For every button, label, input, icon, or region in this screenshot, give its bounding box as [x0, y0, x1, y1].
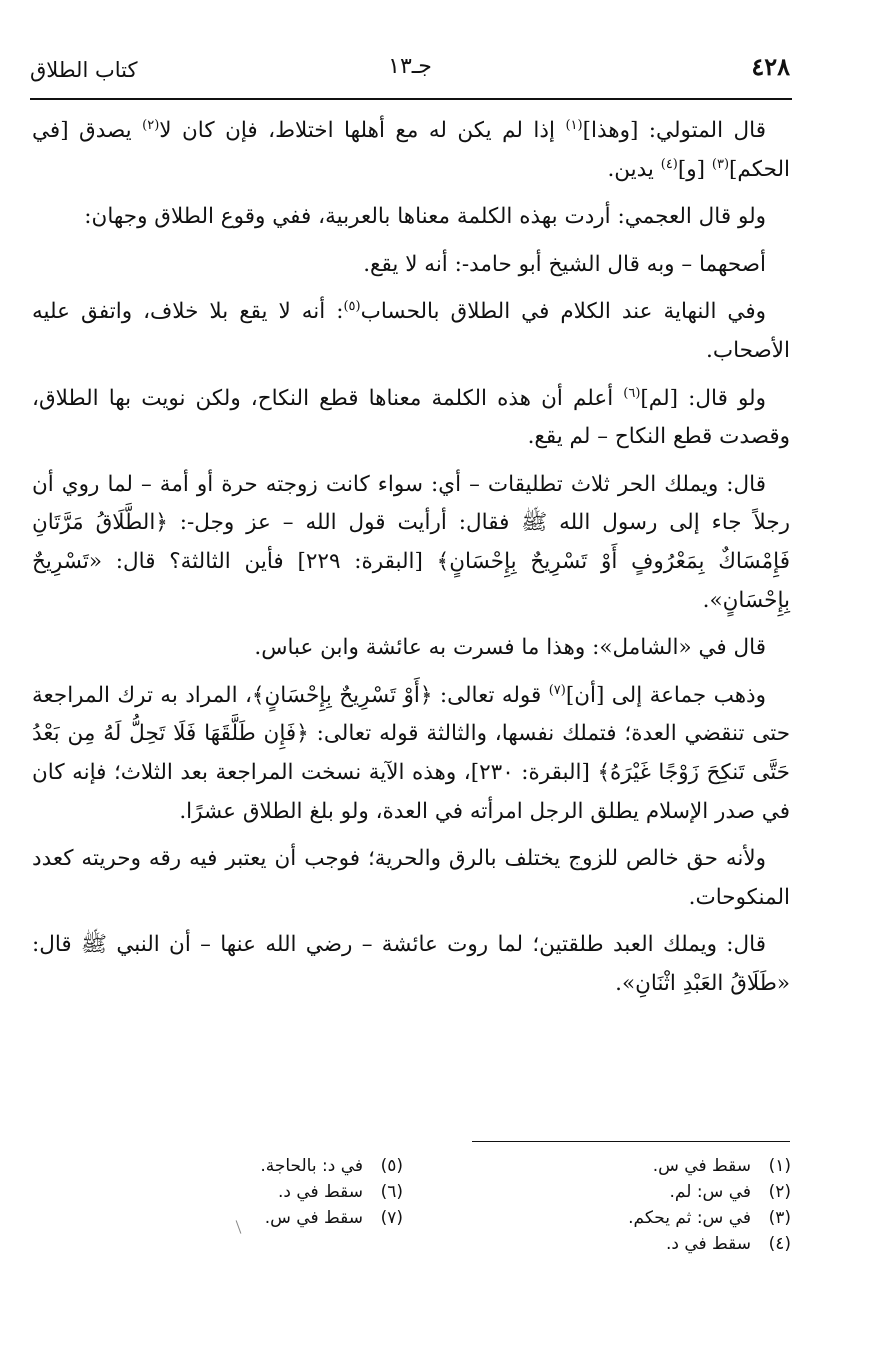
- paragraph-10: قال: ويملك العبد طلقتين؛ لما روت عائشة – رضي الله عنها – أن النبي ﷺ قال: «طَلَاقُ العَبْدِ اثْنَانِ».: [32, 932, 790, 996]
- text-run: قوله تعالى:: [432, 682, 549, 708]
- paragraph-2: ولو قال العجمي: أردت بهذه الكلمة معناها بالعربية، ففي وقوع الطلاق وجهان:: [84, 204, 766, 230]
- footnote-text: في س: ثم يحكم.: [628, 1208, 751, 1228]
- footnote-item: [541, 1153, 791, 1179]
- paragraph-5: [32, 380, 790, 457]
- footnote-item: [541, 1231, 791, 1257]
- page-header: [30, 52, 790, 92]
- footnote-text: سقط في د.: [665, 1234, 751, 1254]
- text-run: [البقرة: ٢٢٩] فأين الثالثة؟ قال: «تَسْرِيحٌ بِإِحْسَانٍ».: [32, 548, 790, 613]
- footnote-ref: (٥): [343, 299, 361, 315]
- footnote-ref: (٤): [660, 156, 678, 172]
- quran-verse: ﴿الطَّلَاقُ مَرَّتَانِ فَإِمْسَاكٌ بِمَعْرُوفٍ أَوْ تَسْرِيحٌ بِإِحْسَانٍ﴾: [32, 510, 790, 574]
- quran-verse: ﴿فَإِن طَلَّقَهَا فَلَا تَحِلُّ لَهُ مِن بَعْدُ حَتَّى تَنكِحَ زَوْجًا غَيْرَهُ﴾: [32, 721, 790, 785]
- footnote-number: (٧): [380, 1208, 403, 1228]
- text-run: قال: ويملك الحر ثلاث تطليقات – أي: سواء كانت زوجته حرة أو أمة – لما روي أن رجلاً جاء إلى رسول الله ﷺ فقال: أرأيت قول الله – عز وجل-:: [32, 471, 790, 536]
- footnote-item: [541, 1179, 791, 1205]
- footnote-text: سقط في س.: [652, 1156, 751, 1176]
- footnote-ref: (٧): [548, 682, 566, 698]
- footnote-text: في د: بالحاجة.: [260, 1156, 363, 1176]
- text-run: إذا لم يكن له مع أهلها اختلاط، فإن كان لا: [159, 118, 566, 143]
- footnote-text: في س: لم.: [669, 1182, 751, 1202]
- text-run: ولو قال: [لم]: [640, 385, 766, 411]
- paragraph-3: أصحهما – وبه قال الشيخ أبو حامد-: أنه لا يقع.: [363, 251, 766, 277]
- paragraph-7: قال في «الشامل»: وهذا ما فسرت به عائشة وابن عباس.: [254, 635, 766, 661]
- paragraph-6: [32, 466, 790, 620]
- footnote-ref: (٢): [142, 117, 160, 133]
- footnote-text: سقط في د.: [277, 1182, 363, 1202]
- footnotes-column-right: [541, 1153, 791, 1257]
- book-title: كتاب الطلاق: [30, 58, 138, 82]
- footnote-number: (٤): [768, 1234, 791, 1254]
- footnote-item: [183, 1205, 403, 1231]
- text-run: ، المراد به ترك المراجعة حتى تنقضي العدة؛ فتملك نفسها، والثالثة قوله تعالى:: [32, 682, 790, 747]
- volume-label: جـ١٣: [388, 54, 432, 79]
- paragraph-4: [32, 293, 790, 370]
- footnote-number: (٥): [380, 1156, 403, 1176]
- paragraph-1: [32, 112, 790, 189]
- quran-verse: ﴿أَوْ تَسْرِيحٌ بِإِحْسَانٍ﴾: [251, 682, 433, 708]
- footnote-item: [183, 1153, 403, 1179]
- footnote-number: (١): [768, 1156, 791, 1176]
- text-run: وذهب جماعة إلى [أن]: [565, 682, 766, 708]
- footnote-text: سقط في س.: [264, 1208, 363, 1228]
- text-run: [البقرة: ٢٣٠]، وهذه الآية نسخت المراجعة بعد الثلاث؛ فإنه كان في صدر الإسلام يطلق الرجل امرأته في العدة، ولو بلغ الطلاق عشرًا.: [32, 759, 790, 824]
- footnotes-column-left: [183, 1153, 403, 1231]
- text-run: قال المتولي: [وهذا]: [582, 118, 766, 143]
- text-run: يصدق [في الحكم]: [32, 118, 790, 182]
- text-run: يدين.: [607, 156, 661, 182]
- footnote-ref: (٦): [623, 385, 641, 401]
- paragraph-9: ولأنه حق خالص للزوج يختلف بالرق والحرية؛ فوجب أن يعتبر فيه رقه وحريته كعدد المنكوحات.: [32, 846, 790, 910]
- text-run: [و]: [677, 156, 712, 182]
- text-run: أعلم أن هذه الكلمة معناها قطع النكاح، ولكن نويت بها الطلاق، وقصدت قطع النكاح – لم يقع.: [32, 385, 790, 450]
- footnote-item: [183, 1179, 403, 1205]
- text-run: : أنه لا يقع بلا خلاف، واتفق عليه الأصحاب.: [32, 299, 790, 363]
- footnote-ref: (١): [565, 117, 583, 133]
- footnote-divider: [472, 1141, 790, 1142]
- footnote-number: (٣): [768, 1208, 791, 1228]
- footnote-ref: (٣): [711, 156, 730, 172]
- text-run: وفي النهاية عند الكلام في الطلاق بالحساب: [360, 299, 767, 325]
- footnote-number: (٦): [380, 1182, 403, 1202]
- footnote-item: [541, 1205, 791, 1231]
- main-text: [32, 112, 790, 1003]
- paragraph-8: [32, 677, 790, 831]
- header-divider: [30, 98, 792, 100]
- page-number: ٤٢٨: [751, 52, 790, 81]
- footnote-number: (٢): [768, 1182, 791, 1202]
